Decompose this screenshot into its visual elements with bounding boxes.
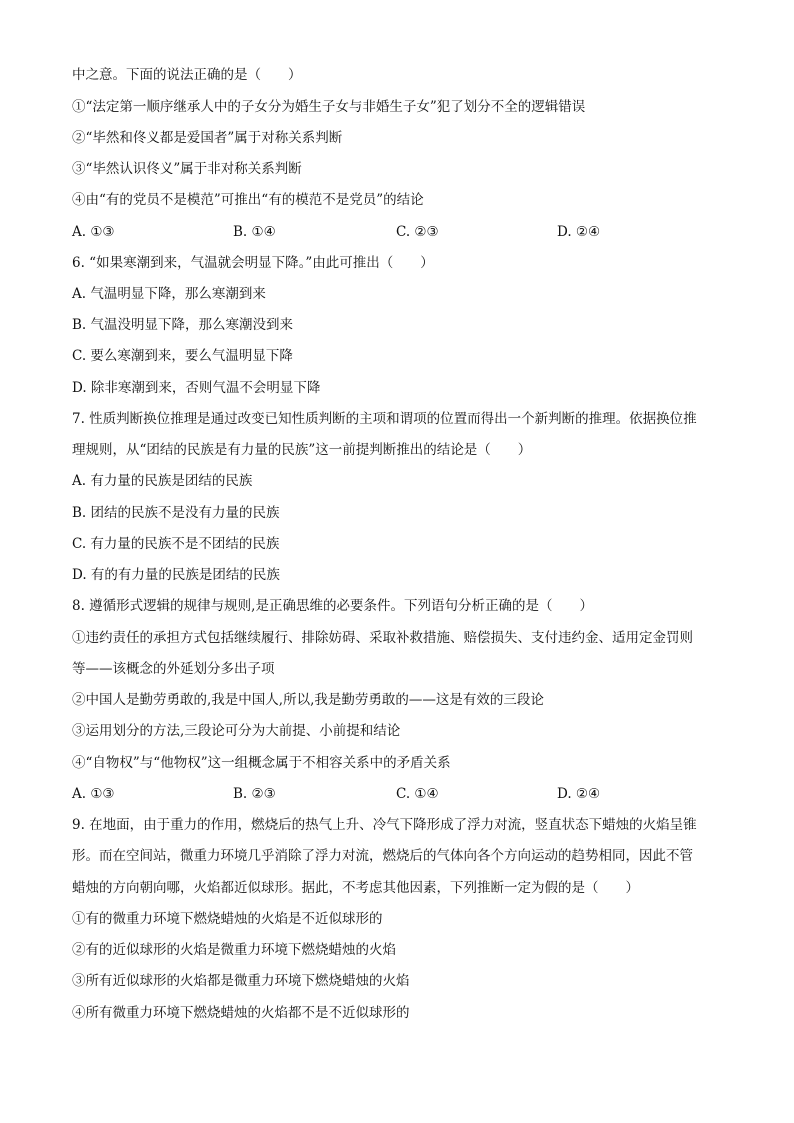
q9-stem-line-2: 形。而在空间站，微重力环境几乎消除了浮力对流，燃烧后的气体向各个方向运动的趋势相同，因此不管 bbox=[72, 848, 693, 864]
q6-option-a: A. 气温明显下降，那么寒潮到来 bbox=[72, 286, 266, 302]
q8-option-c: C. ①④ bbox=[396, 786, 439, 802]
q8-option-d: D. ②④ bbox=[557, 786, 601, 802]
q9-statement-1: ①有的微重力环境下燃烧蜡烛的火焰是不近似球形的 bbox=[72, 911, 383, 927]
q9-stem-line-3: 蜡烛的方向朝向哪，火焰都近似球形。据此，不考虑其他因素，下列推断一定为假的是（ ） bbox=[72, 880, 639, 896]
q5-statement-2: ②“毕然和佟义都是爱国者”属于对称关系判断 bbox=[72, 130, 343, 146]
q7-stem-line-2: 理规则，从“团结的民族是有力量的民族”这一前提判断推出的结论是（ ） bbox=[72, 442, 532, 458]
q7-option-b: B. 团结的民族不是没有力量的民族 bbox=[72, 505, 280, 521]
q8-stem: 8. 遵循形式逻辑的规律与规则,是正确思维的必要条件。下列语句分析正确的是（ ） bbox=[72, 598, 593, 614]
q7-stem-line-1: 7. 性质判断换位推理是通过改变已知性质判断的主项和谓项的位置而得出一个新判断的推理。依据换位推 bbox=[72, 411, 697, 427]
q6-option-d: D. 除非寒潮到来，否则气温不会明显下降 bbox=[72, 380, 321, 396]
q5-statement-3: ③“毕然认识佟义”属于非对称关系判断 bbox=[72, 161, 302, 177]
q9-statement-2: ②有的近似球形的火焰是微重力环境下燃烧蜡烛的火焰 bbox=[72, 942, 396, 958]
q6-option-c: C. 要么寒潮到来，要么气温明显下降 bbox=[72, 348, 293, 364]
q7-option-a: A. 有力量的民族是团结的民族 bbox=[72, 473, 253, 489]
q8-statement-2: ②中国人是勤劳勇敢的,我是中国人,所以,我是勤劳勇敢的——这是有效的三段论 bbox=[72, 692, 544, 708]
q8-statement-4: ④“自物权”与“他物权”这一组概念属于不相容关系中的矛盾关系 bbox=[72, 755, 451, 771]
q5-stem-tail: 中之意。下面的说法正确的是（ ） bbox=[72, 67, 302, 83]
q8-statement-1-line-2: 等——该概念的外延划分多出子项 bbox=[72, 661, 275, 677]
q6-stem: 6. “如果寒潮到来，气温就会明显下降。”由此可推出（ ） bbox=[72, 255, 434, 271]
q9-statement-4: ④所有微重力环境下燃烧蜡烛的火焰都不是不近似球形的 bbox=[72, 1005, 410, 1021]
q5-option-a: A. ①③ bbox=[72, 224, 115, 240]
q5-option-d: D. ②④ bbox=[557, 224, 601, 240]
q9-stem-line-1: 9. 在地面，由于重力的作用，燃烧后的热气上升、冷气下降形成了浮力对流，竖直状态下蜡烛的火焰呈锥 bbox=[72, 817, 697, 833]
q5-option-b: B. ①④ bbox=[233, 224, 276, 240]
q5-statement-4: ④由“有的党员不是模范”可推出“有的模范不是党员”的结论 bbox=[72, 192, 424, 208]
q5-statement-1: ①“法定第一顺序继承人中的子女分为婚生子女与非婚生子女”犯了划分不全的逻辑错误 bbox=[72, 99, 586, 115]
q8-statement-1-line-1: ①违约责任的承担方式包括继续履行、排除妨碍、采取补救措施、赔偿损失、支付违约金、适用定金罚则 bbox=[72, 630, 693, 646]
q6-option-b: B. 气温没明显下降，那么寒潮没到来 bbox=[72, 317, 294, 333]
q8-option-a: A. ①③ bbox=[72, 786, 115, 802]
q7-option-c: C. 有力量的民族不是不团结的民族 bbox=[72, 536, 280, 552]
q5-option-c: C. ②③ bbox=[396, 224, 439, 240]
q8-option-b: B. ②③ bbox=[233, 786, 276, 802]
q7-option-d: D. 有的有力量的民族是团结的民族 bbox=[72, 567, 280, 583]
q8-statement-3: ③运用划分的方法,三段论可分为大前提、小前提和结论 bbox=[72, 723, 401, 739]
q9-statement-3: ③所有近似球形的火焰都是微重力环境下燃烧蜡烛的火焰 bbox=[72, 973, 410, 989]
